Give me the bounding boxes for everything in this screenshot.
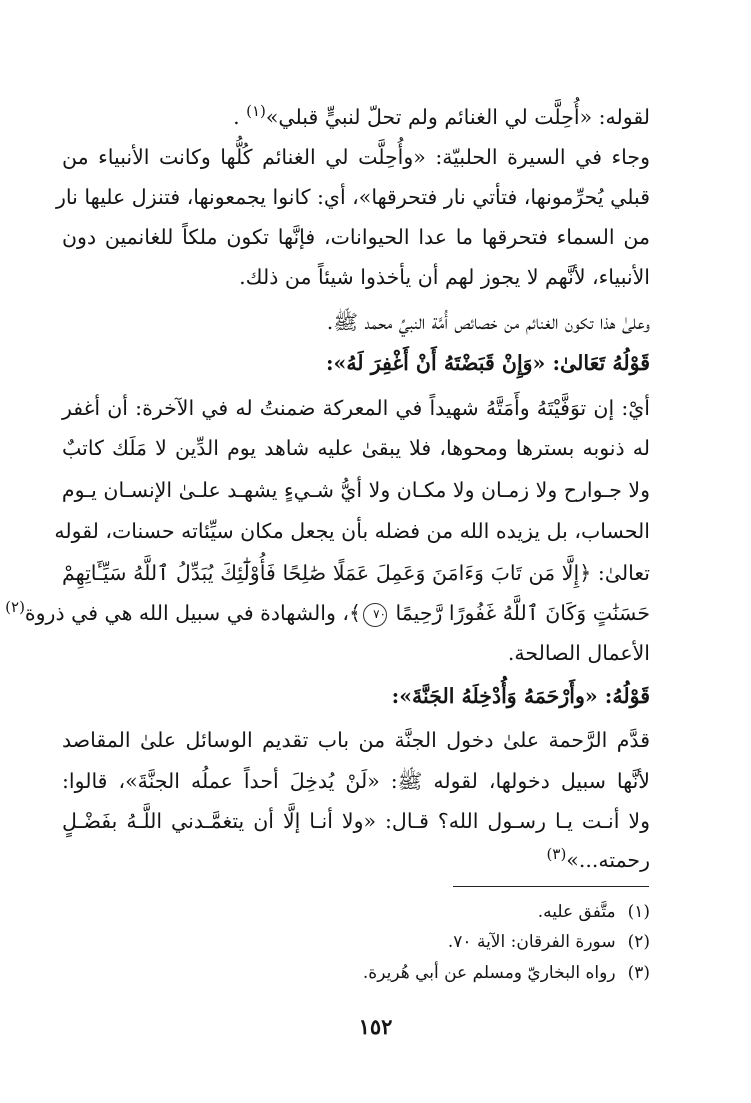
line-text: لقوله: «أُحِلَّت لي الغنائم ولم تحلّ لنبيٍّ قبلي» — [265, 105, 650, 129]
text-line: وعلىٰ هذا تكون الغنائم من خصائص أُمَّة النبيِّ محمد ﷺ. — [326, 310, 650, 334]
page-number: ١٥٢ — [358, 1014, 393, 1039]
text-line: أيْ: إن توَفَّيْتَهُ وأَمَتَّهُ شهيداً في المعركة ضمنتُ له في الآخرة: أن أغفر — [62, 396, 650, 420]
footnote-text: سورة الفرقان: الآية ٧٠. — [447, 932, 616, 952]
text-line: له ذنوبه بسترها ومحوها، فلا يبقىٰ عليه شاهد يوم الدِّين لا مَلَك كاتبٌ — [62, 436, 650, 460]
footnote-number: (١) — [627, 902, 650, 922]
text-line: من السماء فتحرقها ما عدا الحيوانات، فإنَّها تكون ملكاً للغانمين دون — [62, 225, 650, 249]
text-line: لأنَّها سبيل دخولها، لقوله ﷺ: «لَنْ يُدخِلَ أحداً عملُه الجنَّةَ»، قالوا: — [62, 769, 650, 793]
ayah-number-icon: ٧٠ — [363, 603, 387, 627]
text-line: ولا جـوارح ولا زمـان ولا مكـان ولا أيُّ شـيءٍ يشهـد علـىٰ الإنسـان يـوم — [61, 478, 650, 502]
line-text: رحمته...» — [566, 848, 650, 872]
quran-verse-line — [5, 593, 650, 633]
text-line: لقوله: «أُحِلَّت لي الغنائم ولم تحلّ لنبيٍّ قبلي»$^{(١)}$ . — [233, 102, 650, 129]
verse-text: حَسَنَٰتٍ وَكَانَ ٱللَّهُ غَفُورًا رَّحِيمًا — [395, 601, 650, 625]
footnote — [62, 958, 650, 988]
quran-verse-line: تعالىٰ: ﴿إِلَّا مَن تَابَ وَءَامَنَ وَعَمِلَ عَمَلًا صَٰلِحًا فَأُوْلَٰٓئِكَ يُبَدِّلُ ٱللَّهُ سَيِّـَٔاتِهِمْ — [62, 561, 650, 585]
footnote-number: (٣) — [627, 963, 650, 983]
text-line: الأعمال الصالحة. — [507, 641, 650, 665]
footnote — [62, 927, 650, 957]
footnote-marker: (١) — [246, 102, 266, 120]
text-line — [62, 840, 650, 880]
text-line: الأنبياء، لأنَّهم لا يجوز لهم أن يأخذوا شيئاً من ذلك. — [239, 265, 650, 289]
section-heading: قَوْلُهُ: «وأَرْحَمَهُ وَأُدْخِلَهُ الجَنَّةَ»: — [391, 684, 650, 708]
footnote-marker: (٢) — [5, 598, 25, 616]
footnote-text: متَّفق عليه. — [537, 902, 616, 922]
section-heading: قَوْلُهُ تَعَالىٰ: «وَإِنْ قَبَضْتَهُ أَنْ أَغْفِرَ لَهُ»: — [325, 351, 650, 375]
footnote — [62, 897, 650, 927]
text-line: ولا أنـت يـا رسـول الله؟ قـال: «ولا أنـا إلَّا أن يتغمَّـدني اللَّـهُ بفَضْـلٍ — [62, 809, 650, 833]
footnote-marker: (٣) — [546, 845, 567, 863]
text-line: قدَّم الرَّحمة علىٰ دخول الجنَّة من باب تقديم الوسائل علىٰ المقاصد — [62, 728, 650, 752]
footnote-separator — [453, 886, 649, 887]
footnote-text: رواه البخاريّ ومسلم عن أبي هُريرة. — [362, 963, 616, 983]
line-text: ﴾، والشهادة في سبيل الله هي في ذروة — [24, 601, 361, 625]
text-line: قبلي يُحرِّمونها، فتأتي نار فتحرقها»، أي: كانوا يجمعونها، فتنزل عليها نار — [56, 185, 650, 209]
text-line: الحساب، بل يزيده الله من فضله بأن يجعل مكان سيِّئاته حسنات، لقوله — [54, 519, 650, 543]
footnote-number: (٢) — [627, 932, 650, 952]
text-line: وجاء في السيرة الحلبيّة: «وأُحِلَّت لي الغنائم كُلُّها وكانت الأنبياء من — [62, 145, 650, 169]
